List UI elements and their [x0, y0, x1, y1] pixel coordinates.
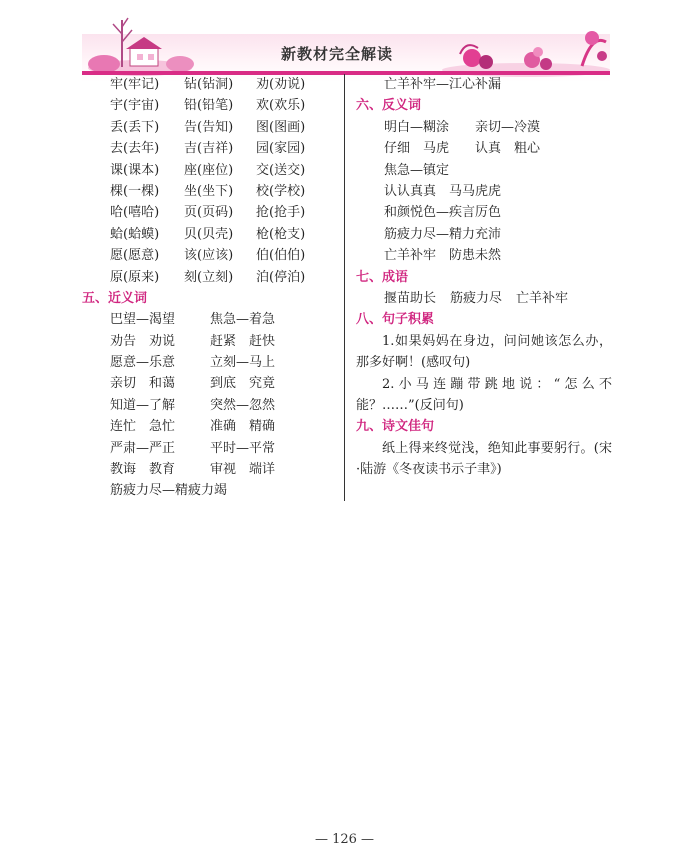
char-entry: 课(课本): [110, 162, 160, 178]
antonym-line: 和颜悦色—疾言厉色: [384, 205, 502, 221]
house-tree-icon: [82, 12, 202, 78]
synonym-entry: 赶紧 赶快: [210, 333, 276, 349]
sentence-item: 1.如果妈妈在身边，问问她该怎么办，那多好啊！(感叹句): [356, 333, 612, 371]
synonym-entry: 劝告 劝说: [110, 333, 176, 349]
char-entry: 哈(嘻哈): [110, 205, 160, 221]
poem-heading: 九、诗文佳句: [356, 419, 435, 435]
char-entry: 铅(铅笔): [184, 98, 234, 114]
char-row: [82, 117, 338, 138]
synonym-entry: 连忙 急忙: [110, 419, 176, 435]
idiom-item: 亡羊补牢: [516, 290, 569, 306]
synonym-row: [82, 459, 338, 480]
char-entry: 欢(欢乐): [256, 98, 306, 114]
char-entry: 校(学校): [256, 183, 306, 199]
char-entry: 坐(坐下): [184, 183, 234, 199]
synonym-row: [82, 331, 338, 352]
right-top-line: 亡羊补牢—江心补漏: [384, 77, 502, 92]
char-entry: 告(告知): [184, 119, 234, 135]
char-entry: 吉(吉祥): [184, 141, 234, 157]
synonym-row: [82, 309, 338, 330]
char-entry: 伯(伯伯): [256, 248, 306, 264]
synonym-entry: 愿意—乐意: [110, 355, 176, 371]
antonym-line: 认认真真 马马虎虎: [384, 183, 502, 199]
synonym-row: [82, 373, 338, 394]
synonym-row: [82, 395, 338, 416]
char-entry: 刻(立刻): [184, 269, 234, 285]
banner-title: 新教材完全解读: [280, 45, 393, 63]
synonym-row: [82, 438, 338, 459]
synonym-last: 筋疲力尽—精疲力竭: [110, 483, 228, 499]
char-entry: 牢(牢记): [110, 77, 160, 92]
char-entry: 贝(贝壳): [184, 226, 234, 242]
char-entry: 棵(一棵): [110, 183, 160, 199]
char-row: [82, 224, 338, 245]
idiom-heading: 七、成语: [356, 269, 409, 285]
char-entry: 图(图画): [256, 119, 306, 135]
char-row: [82, 74, 338, 95]
char-entry: 交(送交): [256, 162, 306, 178]
char-entry: 去(去年): [110, 141, 160, 157]
synonym-entry: 到底 究竟: [210, 376, 276, 392]
char-entry: 抢(抢手): [256, 205, 306, 221]
synonym-entry: 教诲 教育: [110, 462, 176, 478]
sentence-heading: 八、句子积累: [356, 312, 435, 328]
char-entry: 劝(劝说): [256, 77, 306, 92]
synonym-entry: 准确 精确: [210, 419, 276, 435]
synonym-entry: 焦急—着急: [210, 312, 276, 328]
synonym-entry: 审视 端详: [210, 462, 276, 478]
char-entry: 钻(钻洞): [184, 77, 234, 92]
antonym-line: 筋疲力尽—精力充沛: [384, 226, 502, 242]
synonym-entry: 亲切 和蔼: [110, 376, 176, 392]
synonym-entry: 严肃—严正: [110, 440, 176, 456]
char-row: [82, 95, 338, 116]
antonym-line: 仔细 马虎 认真 粗心: [384, 141, 541, 157]
flowers-icon: [442, 24, 610, 78]
char-entry: 蛤(蛤蟆): [110, 226, 160, 242]
synonym-row: [82, 352, 338, 373]
synonym-entry: 突然—忽然: [210, 397, 276, 413]
char-entry: 页(页码): [184, 205, 234, 221]
char-entry: 丢(丢下): [110, 119, 160, 135]
char-entry: 该(应该): [184, 248, 234, 264]
char-entry: 宇(宇宙): [110, 98, 160, 114]
synonym-entry: 巴望—渴望: [110, 312, 176, 328]
sentence-item: 2.小马连蹦带跳地说：“怎么不能？……”(反问句): [356, 376, 612, 413]
antonym-line: 明白—糊涂 亲切—冷漠: [384, 119, 541, 135]
synonym-row: [82, 416, 338, 437]
antonym-line: 亡羊补牢 防患未然: [384, 248, 502, 264]
char-row: [82, 245, 338, 266]
synonym-entry: 立刻—马上: [210, 355, 276, 371]
synonym-heading: 五、近义词: [82, 290, 148, 306]
char-entry: 枪(枪支): [256, 226, 306, 242]
synonym-entry: 知道—了解: [110, 397, 176, 413]
poem-text: 纸上得来终觉浅，绝知此事要躬行。(宋·陆游《冬夜读书示子聿》): [356, 440, 612, 478]
synonym-entry: 平时—平常: [210, 440, 276, 456]
char-entry: 泊(停泊): [256, 269, 306, 285]
char-entry: 愿(愿意): [110, 248, 160, 264]
char-row: [82, 160, 338, 181]
idiom-item: 揠苗助长: [384, 290, 437, 306]
char-entry: 原(原来): [110, 269, 160, 285]
header-banner: [82, 12, 610, 78]
antonym-heading: 六、反义词: [356, 98, 422, 114]
page-number: — 126 —: [314, 832, 375, 847]
char-entry: 园(家园): [256, 141, 306, 157]
idiom-item: 筋疲力尽: [450, 290, 503, 306]
char-row: [82, 138, 338, 159]
char-row: [82, 181, 338, 202]
left-column: [82, 74, 338, 502]
idiom-list: [356, 288, 612, 309]
char-row: [82, 267, 338, 288]
column-divider: [344, 74, 345, 501]
char-entry: 座(座位): [184, 162, 234, 178]
right-column: [356, 74, 612, 481]
antonym-line: 焦急—镇定: [384, 162, 450, 178]
char-row: [82, 202, 338, 223]
